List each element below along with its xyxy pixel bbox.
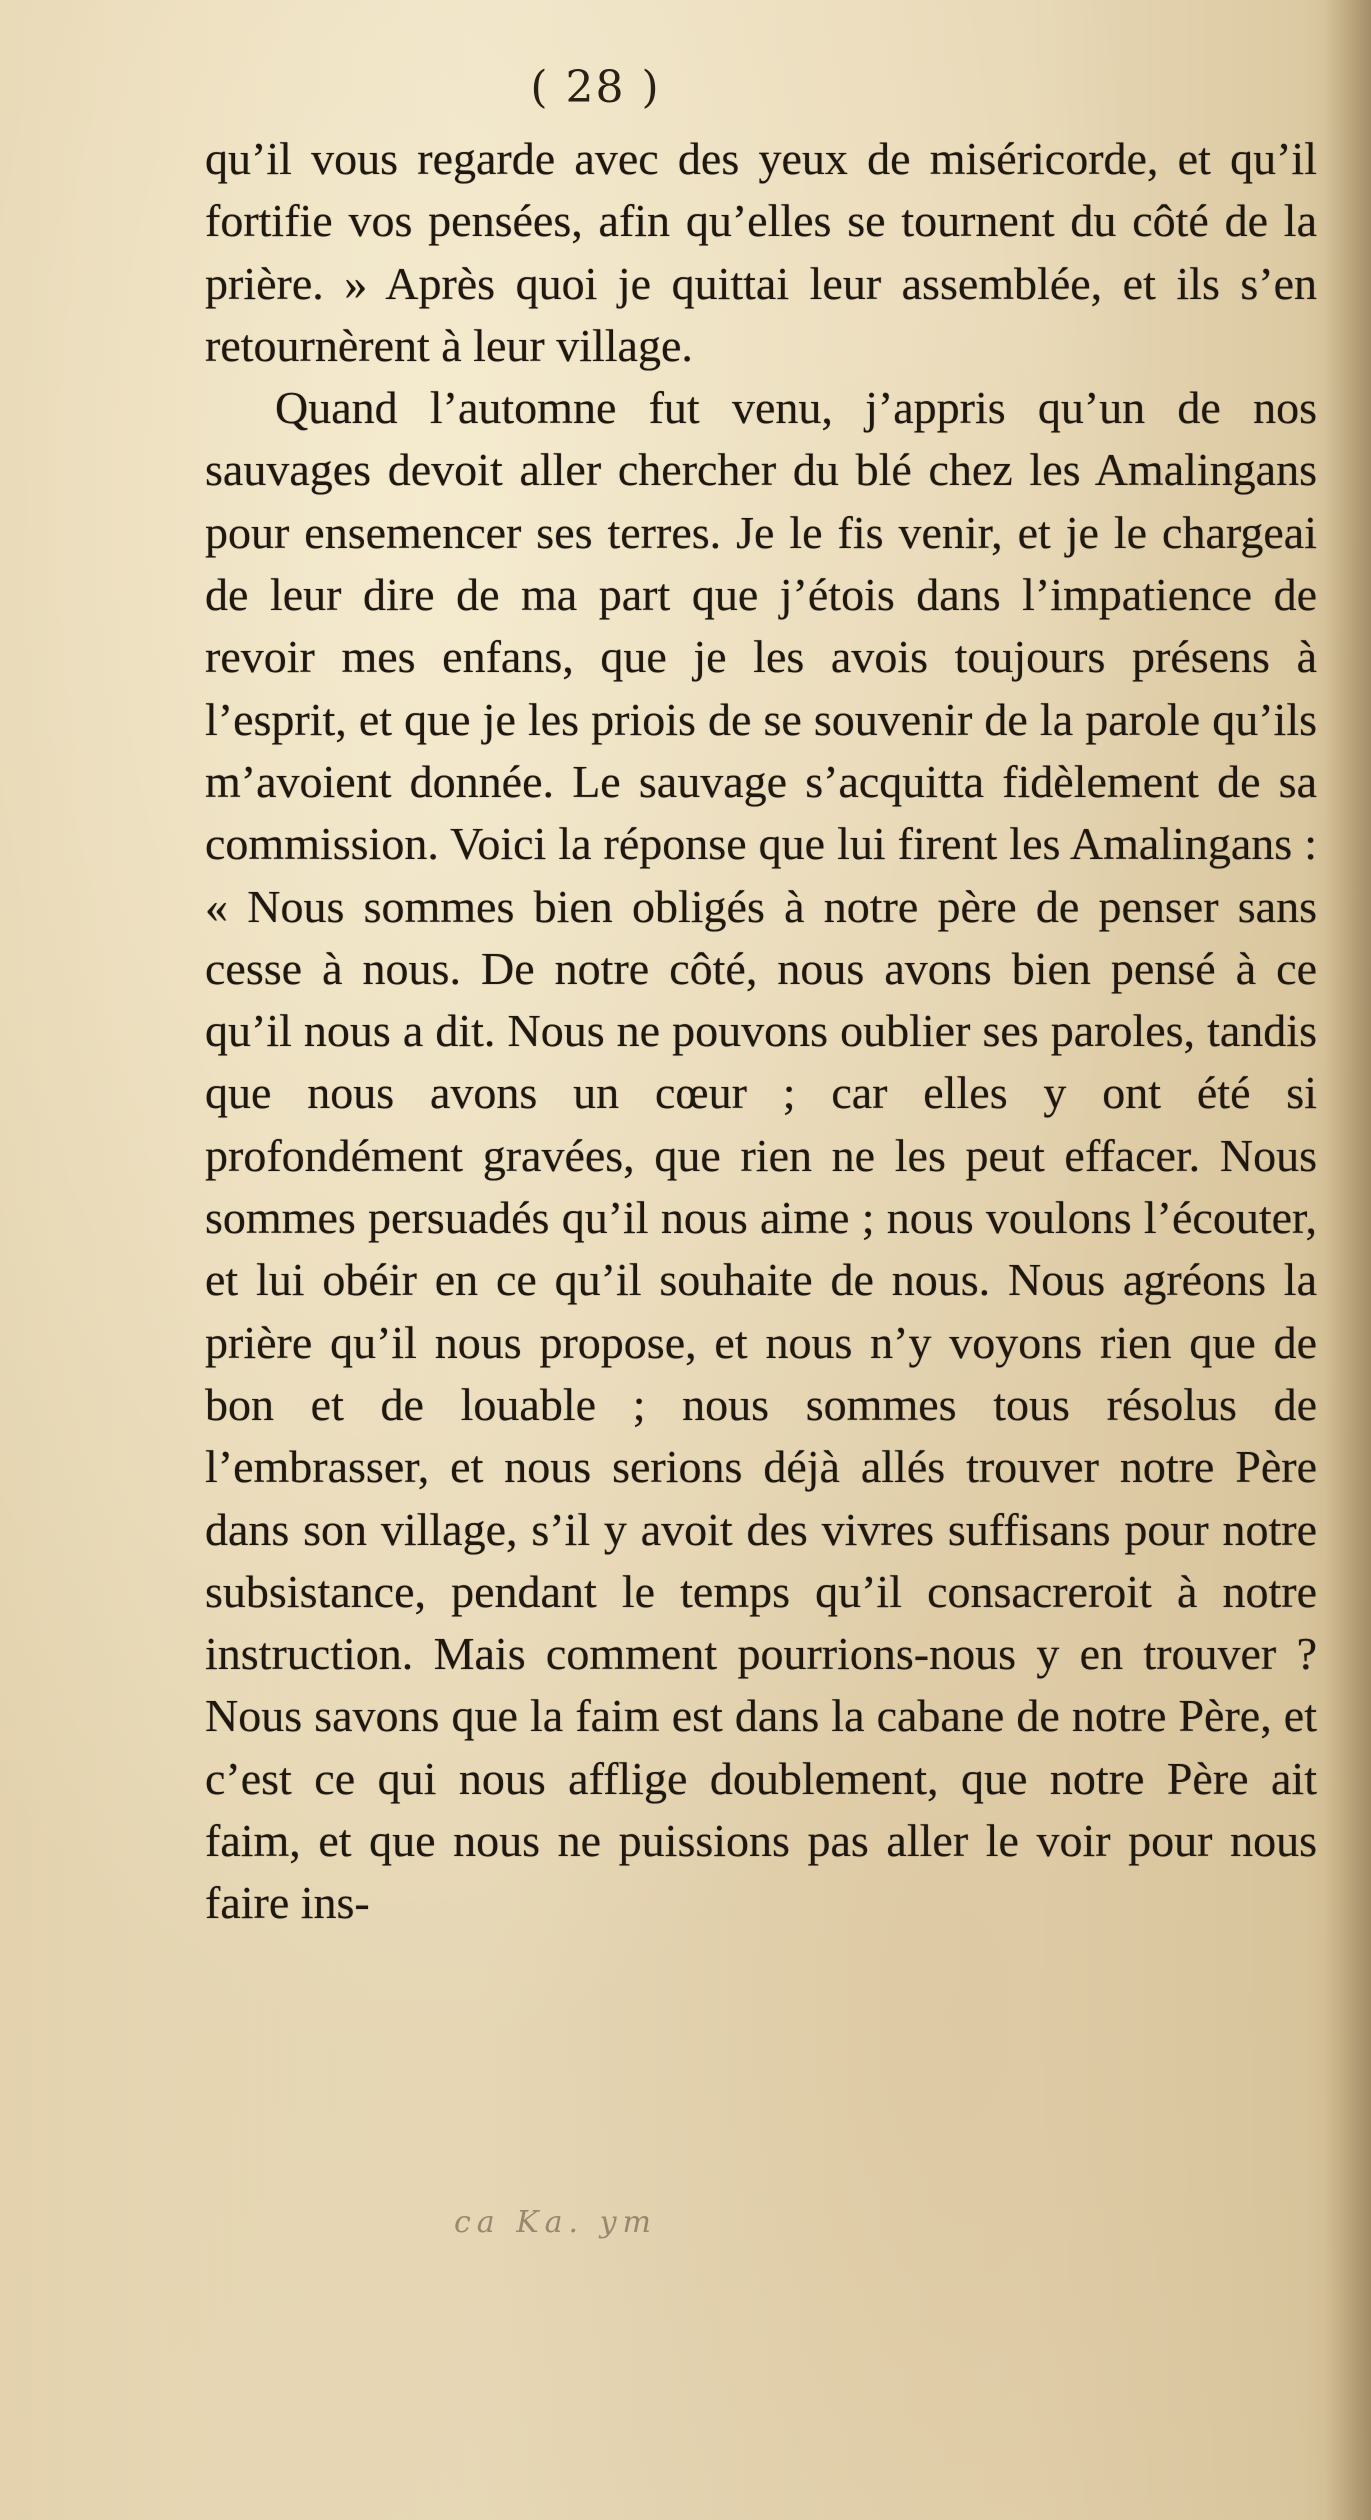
handwritten-marks: ca Ka. ym [454,2205,657,2240]
page-number: ( 28 ) [530,62,661,113]
paragraph-autumn: Quand l’automne fut venu, j’appris qu’un de nos sauvages devoit aller chercher du blé chez les Amalingans pour ensemencer ses terres. Je le fis venir, et je le chargeai de leur dire de ma part que j’étois dans l’impatience de revoir mes enfans, que je les avois toujours présens à l’esprit, et que je les priois de se souvenir de la parole qu’ils m’avoient donnée. Le sauvage s’acquitta fidèlement de sa commission. Voici la réponse que lui firent les Amalingans : « Nous sommes bien obligés à notre père de penser sans cesse à nous. De notre côté, nous avons bien pensé à ce qu’il nous a dit. Nous ne pouvons oublier ses paroles, tandis que nous avons un cœur ; car elles y ont été si profondément gravées, que rien ne les peut effacer. Nous sommes persuadés qu’il nous aime ; nous voulons l’écouter, et lui obéir en ce qu’il souhaite de nous. Nous agréons la prière qu’il nous propose, et nous n’y voyons rien que de bon et de louable ; nous sommes tous résolus de l’embrasser, et nous serions déjà allés trouver notre Père dans son village, s’il y avoit des vivres suffisans pour notre subsistance, pendant le temps qu’il consacreroit à notre instruction. Mais comment pourrions-nous y en trouver ? Nous savons que la faim est dans la cabane de notre Père, et c’est ce qui nous afflige doublement, que notre Père ait faim, et que nous ne puissions pas aller le voir pour nous faire ins- [205,382,1317,1929]
page-text [205,128,1317,1935]
paragraph-continued: qu’il vous regarde avec des yeux de miséricorde, et qu’il fortifie vos pensées, afin qu’elles se tournent du côté de la prière. » Après quoi je quittai leur assemblée, et ils s’en retournèrent à leur village. [205,133,1317,371]
page-spine-shadow [1325,0,1371,2520]
